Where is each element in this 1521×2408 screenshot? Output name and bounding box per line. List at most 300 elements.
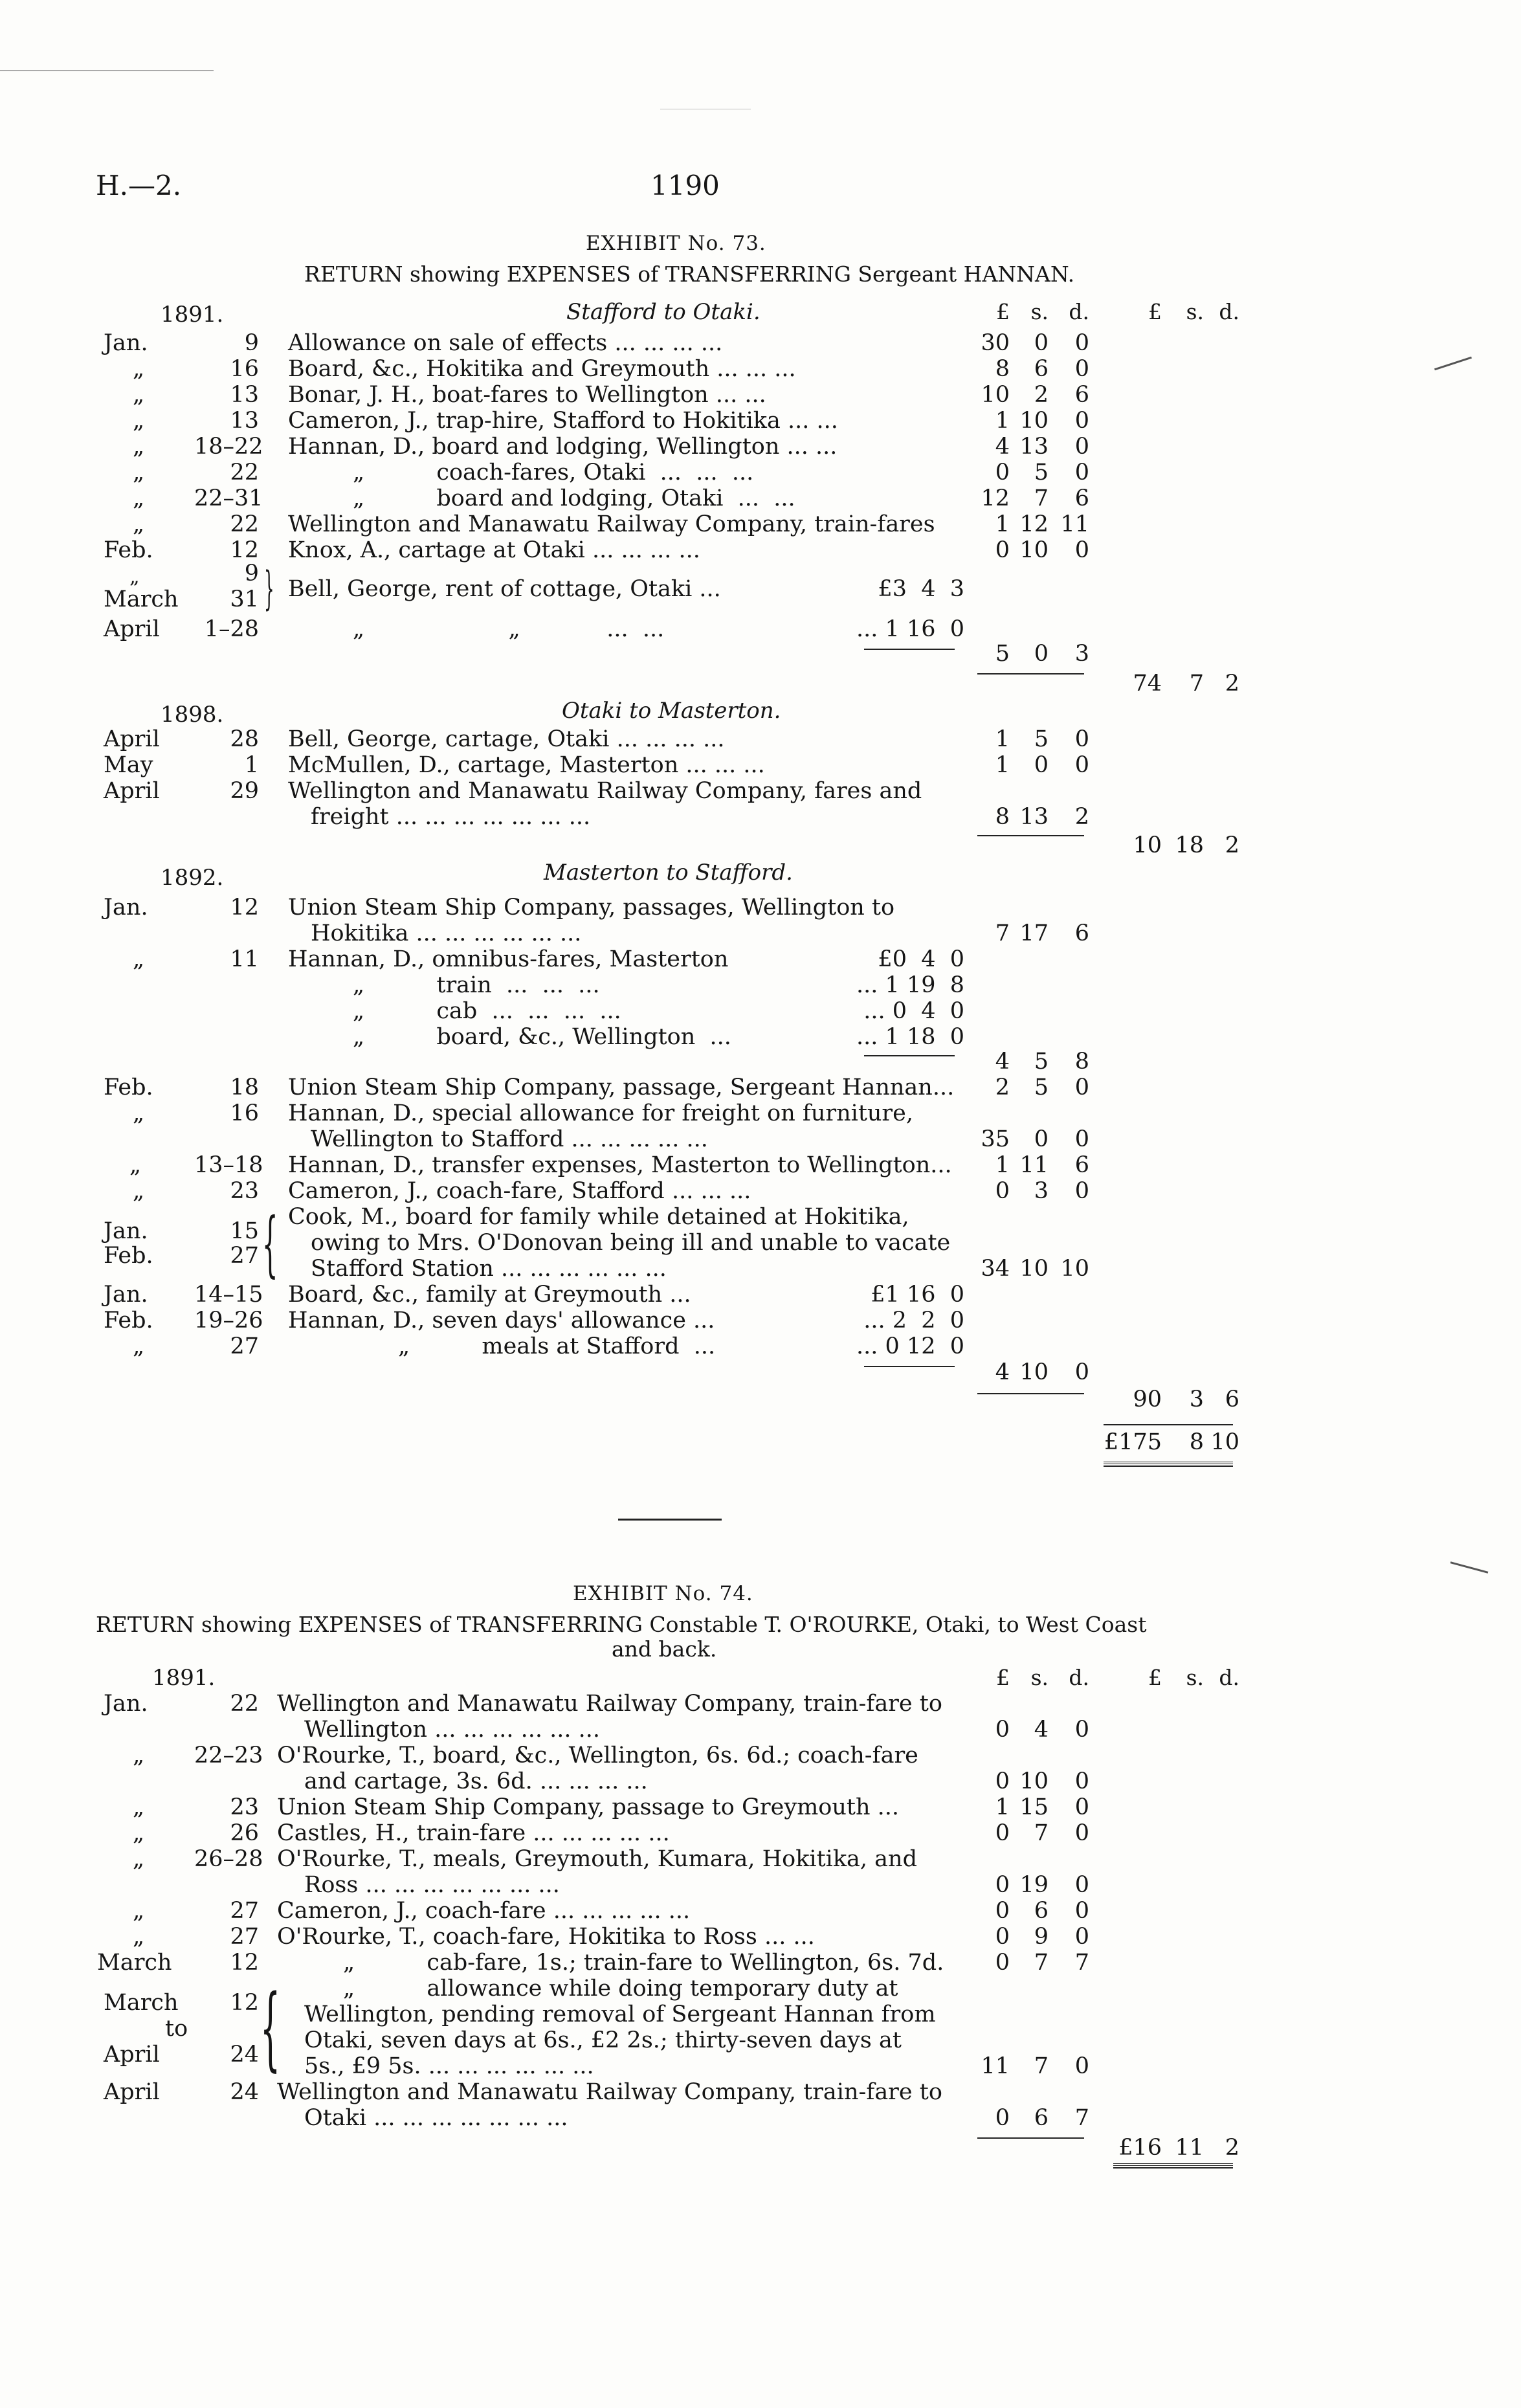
row-day: 29 <box>230 778 259 804</box>
table-row <box>0 1743 1521 1794</box>
row-pence: 6 <box>1074 920 1089 946</box>
row-day: 12 <box>230 537 259 563</box>
pound-col-head: £ <box>996 299 1010 324</box>
row-day: 1–28 <box>204 616 259 642</box>
row-shillings: 19 <box>1019 1872 1049 1898</box>
row-shillings: 7 <box>1034 485 1049 511</box>
row-pence: 0 <box>1074 1178 1089 1204</box>
section-year: 1898. <box>161 702 224 728</box>
row-pence: 0 <box>1074 434 1089 460</box>
row-month: „ <box>133 460 145 485</box>
row-pounds: 0 <box>995 1717 1010 1743</box>
row-shillings: 12 <box>1019 511 1049 537</box>
row-day: 19–26 <box>194 1308 263 1333</box>
row-day: 11 <box>230 946 259 972</box>
scan-mark <box>0 70 214 71</box>
section-year: 1892. <box>161 865 224 891</box>
row-description: Union Steam Ship Company, passage, Sergeant Hannan... <box>288 1075 955 1100</box>
row-pence: 0 <box>1074 726 1089 752</box>
table-row <box>0 408 1521 434</box>
row-day: 23 <box>230 1178 259 1204</box>
pence-col-head: d. <box>1219 299 1239 324</box>
row-pence: 2 <box>1074 804 1089 830</box>
row-description: Bell, George, cartage, Otaki ... ... ... ... <box>288 726 725 752</box>
row-description: „ „ ... ... <box>353 616 665 642</box>
row-day-end: 27 <box>230 1243 259 1269</box>
row-month: Jan. <box>104 1282 148 1308</box>
row-month: April <box>104 2079 160 2105</box>
row-description-cont: Wellington to Stafford ... ... ... ... ... <box>311 1126 708 1152</box>
document-reference: H.—2. <box>96 170 182 201</box>
row-pounds: 0 <box>995 1178 1010 1204</box>
page-number: 1190 <box>650 170 720 201</box>
table-row <box>0 434 1521 460</box>
row-day: 22 <box>230 460 259 485</box>
row-month: „ <box>133 511 145 537</box>
row-shillings: 11 <box>1019 1152 1049 1178</box>
row-pounds: 0 <box>995 2105 1010 2131</box>
row-shillings: 5 <box>1034 460 1049 485</box>
row-month-end: April <box>104 2042 160 2068</box>
row-month: Feb. <box>104 1075 153 1100</box>
shilling-col-head: s. <box>1030 299 1049 324</box>
row-pounds: 34 <box>981 1256 1010 1282</box>
row-month: „ <box>133 1924 145 1950</box>
section-total-pounds: 90 <box>1133 1387 1162 1412</box>
table-row <box>0 1820 1521 1846</box>
row-day: 18–22 <box>194 434 263 460</box>
row-month: Feb. <box>104 1308 153 1333</box>
row-month: Jan. <box>104 895 148 920</box>
row-subamount: ... 1 19 8 <box>856 972 964 998</box>
section-total-pence: 6 <box>1225 1387 1239 1412</box>
row-month: Jan. <box>104 1691 148 1717</box>
row-day: 9 <box>244 561 259 586</box>
row-shillings: 0 <box>1034 752 1049 778</box>
row-pounds: 11 <box>981 2053 1010 2079</box>
row-pounds: 1 <box>995 1794 1010 1820</box>
row-description-cont: Stafford Station ... ... ... ... ... ... <box>311 1256 667 1282</box>
row-pence: 0 <box>1074 537 1089 563</box>
row-day: 12 <box>230 1990 259 2016</box>
row-description-cont: Wellington ... ... ... ... ... ... <box>304 1717 601 1743</box>
section-total-pence: 2 <box>1225 671 1239 697</box>
row-pounds: 0 <box>995 1950 1010 1976</box>
subtotal-row <box>0 1049 1521 1075</box>
row-shillings: 0 <box>1034 1126 1049 1152</box>
row-pounds: 5 <box>995 641 1010 667</box>
row-shillings: 9 <box>1034 1924 1049 1950</box>
table-row <box>0 511 1521 537</box>
row-pounds: 30 <box>981 330 1010 356</box>
row-pounds: 0 <box>995 460 1010 485</box>
table-row <box>0 1898 1521 1924</box>
section-year: 1891. <box>152 1665 216 1691</box>
row-description: Board, &c., Hokitika and Greymouth ... ... ... <box>288 356 796 382</box>
row-day: 22 <box>230 511 259 537</box>
exhibit-73-title: EXHIBIT No. 73. <box>586 232 766 255</box>
row-shillings: 6 <box>1034 356 1049 382</box>
row-description: „ board and lodging, Otaki ... ... <box>353 485 795 511</box>
row-description-cont: Hokitika ... ... ... ... ... ... <box>311 920 582 946</box>
row-description: „ meals at Stafford ... <box>398 1333 716 1359</box>
table-row <box>0 1924 1521 1950</box>
row-pence: 0 <box>1074 1820 1089 1846</box>
row-pence: 0 <box>1074 1126 1089 1152</box>
row-shillings: 10 <box>1019 408 1049 434</box>
section-heading-row <box>0 860 1521 891</box>
row-pence: 10 <box>1060 1256 1089 1282</box>
row-month: „ <box>133 1898 145 1924</box>
row-pence: 0 <box>1074 1924 1089 1950</box>
row-shillings: 13 <box>1019 434 1049 460</box>
row-description: Union Steam Ship Company, passages, Wellington to <box>288 895 895 920</box>
row-subamount: ... 2 2 0 <box>863 1308 964 1333</box>
row-description: Cameron, J., trap-hire, Stafford to Hokitika ... ... <box>288 408 838 434</box>
shilling-col-head: s. <box>1186 299 1204 324</box>
table-row <box>0 356 1521 382</box>
row-shillings: 10 <box>1019 1768 1049 1794</box>
row-pounds: 2 <box>995 1075 1010 1100</box>
column-headings-row <box>0 1665 1521 1691</box>
row-month: Feb. <box>104 537 153 563</box>
row-shillings: 7 <box>1034 2053 1049 2079</box>
row-day: 27 <box>230 1898 259 1924</box>
pence-col-head: d. <box>1069 299 1089 324</box>
brace: { <box>260 1976 281 2081</box>
table-row <box>0 485 1521 511</box>
section-total-pounds: 74 <box>1133 671 1162 697</box>
section-heading: Masterton to Stafford. <box>544 860 793 886</box>
section-heading-row <box>0 698 1521 728</box>
grand-total-pence: 10 <box>1210 1429 1239 1455</box>
row-month: March <box>97 1950 172 1976</box>
row-shillings: 7 <box>1034 1820 1049 1846</box>
pound-col-head: £ <box>1148 1665 1162 1690</box>
section-year: 1891. <box>161 302 224 328</box>
grand-total-pounds: £16 <box>1118 2135 1162 2161</box>
row-pence: 7 <box>1074 1950 1089 1976</box>
row-pounds: 1 <box>995 408 1010 434</box>
row-pounds: 0 <box>995 1924 1010 1950</box>
row-shillings: 5 <box>1034 1075 1049 1100</box>
row-description: O'Rourke, T., meals, Greymouth, Kumara, Hokitika, and <box>277 1846 917 1872</box>
exhibit-74-title: EXHIBIT No. 74. <box>573 1582 753 1605</box>
row-pounds: 8 <box>995 356 1010 382</box>
row-pounds: 4 <box>995 434 1010 460</box>
row-description: Wellington and Manawatu Railway Company, train-fare to <box>277 2079 942 2105</box>
row-day-end: 24 <box>230 2042 259 2068</box>
table-row <box>0 726 1521 752</box>
row-description-cont: 5s., £9 5s. ... ... ... ... ... ... <box>304 2053 594 2079</box>
row-pounds: 4 <box>995 1049 1010 1075</box>
row-day: 26–28 <box>194 1846 263 1872</box>
row-description: Wellington and Manawatu Railway Company, train-fare to <box>277 1691 942 1717</box>
table-row <box>0 1024 1521 1050</box>
row-description: „ cab ... ... ... ... <box>353 998 621 1024</box>
row-shillings: 5 <box>1034 726 1049 752</box>
row-description: Castles, H., train-fare ... ... ... ... ... <box>277 1820 670 1846</box>
row-description: McMullen, D., cartage, Masterton ... ... ... <box>288 752 765 778</box>
row-pence: 0 <box>1074 1768 1089 1794</box>
row-subamount: ... 0 4 0 <box>863 998 964 1024</box>
row-pounds: 1 <box>995 1152 1010 1178</box>
row-description: Cameron, J., coach-fare, Stafford ... ... ... <box>288 1178 751 1204</box>
row-pence: 0 <box>1074 1075 1089 1100</box>
row-pence: 0 <box>1074 1898 1089 1924</box>
table-row <box>0 998 1521 1024</box>
row-description: Cameron, J., coach-fare ... ... ... ... ... <box>277 1898 691 1924</box>
row-shillings: 17 <box>1019 920 1049 946</box>
row-shillings: 3 <box>1034 1178 1049 1204</box>
row-description-cont: freight ... ... ... ... ... ... ... <box>311 804 591 830</box>
row-month-end: March <box>104 586 179 612</box>
row-day: 18 <box>230 1075 259 1100</box>
grand-total-row <box>0 1429 1521 1455</box>
table-row <box>0 1075 1521 1100</box>
row-month: „ <box>133 1820 145 1846</box>
row-pence: 0 <box>1074 1794 1089 1820</box>
row-subamount: £3 4 3 <box>878 576 964 602</box>
row-pence: 0 <box>1074 1359 1089 1385</box>
row-day: 27 <box>230 1333 259 1359</box>
table-row <box>0 946 1521 972</box>
row-pence: 0 <box>1074 1717 1089 1743</box>
grand-total-double-rule <box>1104 1462 1233 1464</box>
row-month: April <box>104 778 160 804</box>
table-row <box>0 895 1521 946</box>
section-total-row <box>0 671 1521 697</box>
row-pounds: 10 <box>981 382 1010 408</box>
row-month: „ <box>133 1794 145 1820</box>
row-day: 22–23 <box>194 1743 263 1768</box>
row-pence: 6 <box>1074 1152 1089 1178</box>
row-day: 24 <box>230 2079 259 2105</box>
scan-mark <box>1450 1561 1489 1573</box>
brace: { <box>262 1202 278 1285</box>
table-row <box>0 1333 1521 1359</box>
row-month: „ <box>133 1846 145 1872</box>
section-total-pounds: 10 <box>1133 832 1162 858</box>
row-month: „ <box>129 1152 142 1178</box>
table-row <box>0 1950 1521 1976</box>
row-subamount: £0 4 0 <box>878 946 964 972</box>
row-day: 14–15 <box>194 1282 263 1308</box>
grand-total-double-rule <box>1113 2167 1233 2168</box>
row-subamount: ... 1 16 0 <box>856 616 964 642</box>
table-row <box>0 2079 1521 2131</box>
row-shillings: 5 <box>1034 1049 1049 1075</box>
subtotal-row <box>0 1359 1521 1385</box>
pound-col-head: £ <box>1148 299 1162 324</box>
row-day: 26 <box>230 1820 259 1846</box>
row-month: „ <box>133 434 145 460</box>
table-row <box>0 752 1521 778</box>
row-month: „ <box>133 382 145 408</box>
grand-total-shillings: 8 <box>1189 1429 1204 1455</box>
row-description-cont: Otaki ... ... ... ... ... ... ... <box>304 2105 568 2131</box>
row-description-cont: and cartage, 3s. 6d. ... ... ... ... <box>304 1768 648 1794</box>
row-month: April <box>104 726 160 752</box>
row-description-cont: owing to Mrs. O'Donovan being ill and unable to vacate <box>311 1230 951 1256</box>
row-description: „ cab-fare, 1s.; train-fare to Wellington, 6s. 7d. <box>343 1950 944 1976</box>
row-pence: 0 <box>1074 1872 1089 1898</box>
row-day: 12 <box>230 1950 259 1976</box>
exhibit-separator <box>618 1519 722 1521</box>
row-subamount: ... 0 12 0 <box>856 1333 964 1359</box>
row-shillings: 10 <box>1019 537 1049 563</box>
row-shillings: 6 <box>1034 2105 1049 2131</box>
row-month: „ <box>133 408 145 434</box>
row-pounds: 0 <box>995 1898 1010 1924</box>
section-heading: Stafford to Otaki. <box>566 299 760 325</box>
row-description: Board, &c., family at Greymouth ... <box>288 1282 691 1308</box>
table-row <box>0 382 1521 408</box>
row-day: 12 <box>230 895 259 920</box>
row-month-to: to <box>165 2016 188 2042</box>
row-shillings: 6 <box>1034 1898 1049 1924</box>
table-row <box>0 1308 1521 1333</box>
row-month: Jan. <box>104 330 148 356</box>
brace: } <box>264 562 274 615</box>
row-day: 16 <box>230 356 259 382</box>
row-day: 22 <box>230 1691 259 1717</box>
row-description: „ board, &c., Wellington ... <box>353 1024 731 1050</box>
row-month: „ <box>133 1333 145 1359</box>
row-description: Bell, George, rent of cottage, Otaki ... <box>288 576 721 602</box>
row-pounds: 7 <box>995 920 1010 946</box>
exhibit-73-return-line: RETURN showing EXPENSES of TRANSFERRING Sergeant HANNAN. <box>304 262 1075 287</box>
grand-total-row <box>0 2135 1521 2161</box>
row-description: Union Steam Ship Company, passage to Greymouth ... <box>277 1794 900 1820</box>
row-pence: 0 <box>1074 408 1089 434</box>
pound-col-head: £ <box>996 1665 1010 1690</box>
row-month-end: Feb. <box>104 1243 153 1269</box>
row-pounds: 8 <box>995 804 1010 830</box>
row-pounds: 1 <box>995 511 1010 537</box>
row-pence: 0 <box>1074 356 1089 382</box>
section-total-shillings: 3 <box>1189 1387 1204 1412</box>
row-shillings: 0 <box>1034 330 1049 356</box>
row-pounds: 0 <box>995 537 1010 563</box>
row-month: Jan. <box>104 1218 148 1244</box>
row-pounds: 1 <box>995 752 1010 778</box>
row-month: May <box>104 752 153 778</box>
exhibit-74-return-line: RETURN showing EXPENSES of TRANSFERRING Constable T. O'ROURKE, Otaki, to West Coast <box>96 1612 1147 1637</box>
row-shillings: 2 <box>1034 382 1049 408</box>
table-row <box>0 1100 1521 1152</box>
row-shillings: 10 <box>1019 1256 1049 1282</box>
table-row <box>0 460 1521 485</box>
table-row <box>0 1794 1521 1820</box>
row-day: 15 <box>230 1218 259 1244</box>
table-row <box>0 1282 1521 1308</box>
row-description-cont: Ross ... ... ... ... ... ... ... <box>304 1872 560 1898</box>
row-month: „ <box>129 566 140 588</box>
table-row <box>0 561 1521 616</box>
table-row <box>0 1976 1521 2079</box>
row-month: „ <box>133 356 145 382</box>
row-day: 22–31 <box>194 485 263 511</box>
row-pence: 0 <box>1074 330 1089 356</box>
row-pence: 6 <box>1074 485 1089 511</box>
row-day: 23 <box>230 1794 259 1820</box>
grand-total-double-rule <box>1104 1466 1233 1467</box>
row-pence: 6 <box>1074 382 1089 408</box>
table-row <box>0 1846 1521 1898</box>
row-day: 28 <box>230 726 259 752</box>
grand-total-rule <box>1104 1424 1233 1425</box>
row-description: Cook, M., board for family while detained at Hokitika, <box>288 1204 909 1230</box>
row-month: „ <box>133 946 145 972</box>
table-row <box>0 616 1521 642</box>
row-description: Wellington and Manawatu Railway Company, train-fares <box>288 511 935 537</box>
section-total-pence: 2 <box>1225 832 1239 858</box>
section-total-shillings: 7 <box>1189 671 1204 697</box>
grand-total-double-rule <box>1113 2163 1233 2166</box>
column-headings-row <box>0 299 1521 328</box>
pence-col-head: d. <box>1219 1665 1239 1690</box>
row-month: March <box>104 1990 179 2016</box>
row-shillings: 0 <box>1034 641 1049 667</box>
exhibit-74-return-line-cont: and back. <box>612 1636 717 1662</box>
row-day-end: 31 <box>230 586 259 612</box>
row-description: Wellington and Manawatu Railway Company, fares and <box>288 778 922 804</box>
row-pounds: 0 <box>995 1820 1010 1846</box>
row-day: 16 <box>230 1100 259 1126</box>
row-month: „ <box>133 1743 145 1768</box>
row-description-cont: Otaki, seven days at 6s., £2 2s.; thirty-seven days at <box>304 2027 902 2053</box>
row-description: Hannan, D., omnibus-fares, Masterton <box>288 946 729 972</box>
row-pence: 0 <box>1074 752 1089 778</box>
row-description: O'Rourke, T., coach-fare, Hokitika to Ross ... ... <box>277 1924 815 1950</box>
row-subamount: £1 16 0 <box>871 1282 964 1308</box>
row-pence: 7 <box>1074 2105 1089 2131</box>
table-row <box>0 1202 1521 1285</box>
table-row <box>0 1178 1521 1204</box>
row-subamount: ... 1 18 0 <box>856 1024 964 1050</box>
row-pence: 0 <box>1074 2053 1089 2079</box>
row-pence: 3 <box>1074 641 1089 667</box>
shilling-col-head: s. <box>1186 1665 1204 1690</box>
row-pounds: 0 <box>995 1872 1010 1898</box>
row-shillings: 4 <box>1034 1717 1049 1743</box>
grand-total-pence: 2 <box>1225 2135 1239 2161</box>
pence-col-head: d. <box>1069 1665 1089 1690</box>
row-description-cont: Wellington, pending removal of Sergeant Hannan from <box>304 2001 936 2027</box>
row-pence: 11 <box>1060 511 1089 537</box>
row-pounds: 35 <box>981 1126 1010 1152</box>
shilling-col-head: s. <box>1030 1665 1049 1690</box>
grand-total-shillings: 11 <box>1175 2135 1204 2161</box>
row-shillings: 15 <box>1019 1794 1049 1820</box>
row-month: „ <box>133 485 145 511</box>
section-total-row <box>0 1387 1521 1412</box>
row-pence: 0 <box>1074 460 1089 485</box>
row-month: April <box>104 616 160 642</box>
table-row <box>0 1152 1521 1178</box>
section-total-row <box>0 832 1521 858</box>
row-description: „ coach-fares, Otaki ... ... ... <box>353 460 754 485</box>
row-pence: 8 <box>1074 1049 1089 1075</box>
table-row <box>0 330 1521 356</box>
row-pounds: 4 <box>995 1359 1010 1385</box>
section-total-shillings: 18 <box>1175 832 1204 858</box>
row-description: Allowance on sale of effects ... ... ... ... <box>288 330 723 356</box>
table-row <box>0 537 1521 563</box>
row-month: „ <box>133 1178 145 1204</box>
table-row <box>0 972 1521 998</box>
